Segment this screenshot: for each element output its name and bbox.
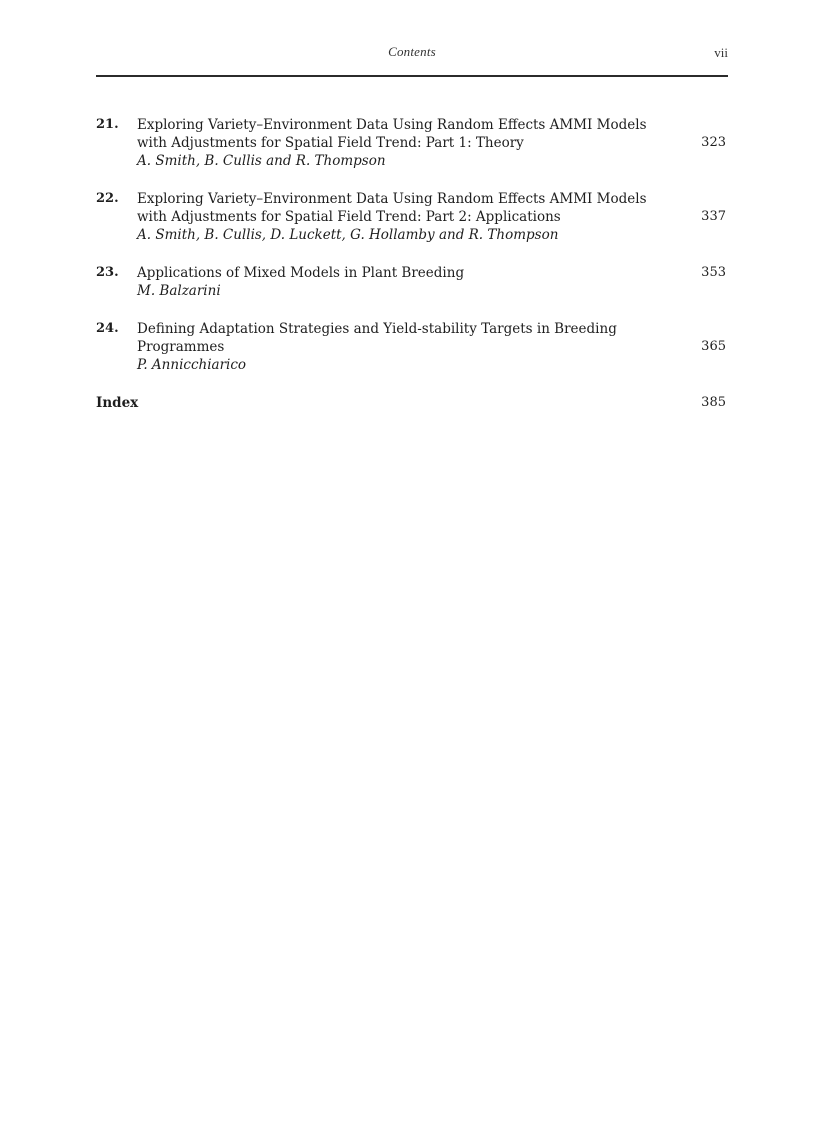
chapter-page-number: 337	[701, 209, 726, 224]
chapter-title-line: with Adjustments for Spatial Field Trend: Part 2: Applications	[137, 209, 561, 225]
running-title: Contents	[388, 44, 436, 59]
index-page-number: 385	[701, 395, 726, 410]
running-head	[96, 44, 728, 62]
chapter-number: 24.	[96, 321, 119, 336]
chapter-title-line: Exploring Variety–Environment Data Using Random Effects AMMI Models	[137, 191, 647, 207]
chapter-page-number: 365	[701, 339, 726, 354]
toc-entry-24[interactable]	[96, 320, 726, 374]
table-of-contents	[96, 116, 726, 412]
chapter-number: 22.	[96, 191, 119, 206]
chapter-authors: A. Smith, B. Cullis, D. Luckett, G. Hollamby and R. Thompson	[137, 227, 559, 243]
chapter-title-line: Applications of Mixed Models in Plant Breeding	[137, 265, 465, 281]
page-folio: vii	[714, 45, 728, 60]
chapter-authors: P. Annicchiarico	[137, 357, 247, 373]
header-rule	[96, 75, 728, 77]
entry-body	[137, 264, 677, 300]
toc-entry-21[interactable]	[96, 116, 726, 170]
chapter-page-number: 353	[701, 265, 726, 280]
chapter-number: 21.	[96, 117, 119, 132]
chapter-title-line: Defining Adaptation Strategies and Yield-stability Targets in Breeding	[137, 321, 617, 337]
chapter-title-line: Programmes	[137, 339, 225, 355]
index-label: Index	[96, 395, 139, 411]
chapter-title-line: with Adjustments for Spatial Field Trend: Part 1: Theory	[137, 135, 524, 151]
entry-body	[137, 320, 677, 374]
chapter-page-number: 323	[701, 135, 726, 150]
toc-entry-index[interactable]	[96, 394, 726, 412]
chapter-authors: M. Balzarini	[137, 283, 221, 299]
entry-body	[137, 116, 677, 170]
chapter-authors: A. Smith, B. Cullis and R. Thompson	[137, 153, 386, 169]
toc-entry-22[interactable]	[96, 190, 726, 244]
toc-entry-23[interactable]	[96, 264, 726, 300]
chapter-title-line: Exploring Variety–Environment Data Using Random Effects AMMI Models	[137, 117, 647, 133]
chapter-number: 23.	[96, 265, 119, 280]
entry-body	[137, 190, 677, 244]
